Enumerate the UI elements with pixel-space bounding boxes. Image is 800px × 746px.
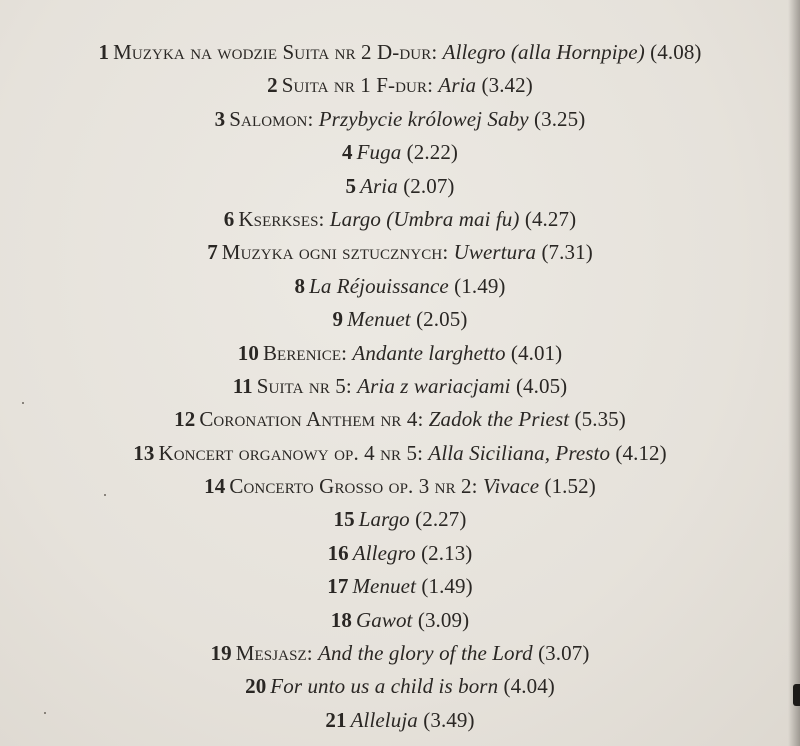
track-number: 2 <box>267 73 278 98</box>
track-title: Gawot <box>355 607 413 632</box>
track-title: And the glory of the Lord <box>318 641 533 666</box>
track-duration: (3.42) <box>481 73 533 98</box>
track-duration: (5.35) <box>574 407 626 432</box>
track-item <box>0 103 800 136</box>
track-title: Aria <box>438 73 477 98</box>
track-number: 3 <box>214 106 226 131</box>
track-duration: (4.01) <box>510 340 563 365</box>
track-item <box>0 69 800 102</box>
track-item <box>0 570 800 603</box>
track-duration: (3.25) <box>534 106 586 131</box>
track-number: 18 <box>330 607 352 632</box>
track-item <box>0 337 800 370</box>
track-work: Muzyka na wodzie Suita nr 2 D-dur: <box>113 40 438 64</box>
track-duration: (1.52) <box>544 474 596 499</box>
track-title: Alla Siciliana, Presto <box>428 440 611 465</box>
track-duration: (2.27) <box>415 507 467 532</box>
track-number: 5 <box>345 173 357 198</box>
track-title: Vivace <box>482 474 540 499</box>
track-work: Koncert organowy op. 4 nr 5: <box>158 440 424 465</box>
track-item <box>0 537 800 570</box>
track-work: Mesjasz: <box>235 641 313 666</box>
track-number: 13 <box>133 440 155 465</box>
track-duration: (4.08) <box>650 40 702 64</box>
track-number: 7 <box>207 240 218 265</box>
track-title: Aria z wariacjami <box>357 373 511 398</box>
track-number: 14 <box>204 474 226 499</box>
track-item <box>0 370 800 403</box>
track-work: Suita nr 1 F-dur: <box>281 73 434 98</box>
track-number: 6 <box>223 206 235 231</box>
track-number: 8 <box>294 273 306 298</box>
track-duration: (3.49) <box>423 707 475 732</box>
track-title: Zadok the Priest <box>428 407 570 432</box>
track-item <box>0 170 800 203</box>
track-duration: (4.27) <box>524 206 577 231</box>
track-duration: (2.07) <box>403 173 455 198</box>
track-number: 4 <box>341 140 353 165</box>
track-title: Uwertura <box>453 240 537 265</box>
track-duration: (1.49) <box>421 574 473 599</box>
track-title: Largo <box>358 507 410 532</box>
track-duration: (2.05) <box>416 307 468 332</box>
track-item <box>0 303 800 336</box>
track-number: 21 <box>325 707 347 732</box>
track-item <box>0 670 800 703</box>
track-list <box>0 36 800 737</box>
track-duration: (1.49) <box>454 273 506 298</box>
track-title: Aria <box>360 173 398 198</box>
track-number: 16 <box>327 540 349 565</box>
track-item <box>0 503 800 536</box>
track-title: Andante larghetto <box>352 340 506 365</box>
track-number: 17 <box>327 574 349 599</box>
track-duration: (3.07) <box>538 641 590 666</box>
track-work: Berenice: <box>262 340 348 365</box>
track-item <box>0 637 800 670</box>
track-item <box>0 270 800 303</box>
track-number: 11 <box>232 373 253 398</box>
track-item <box>0 604 800 637</box>
track-duration: (2.22) <box>406 140 459 165</box>
track-number: 19 <box>210 641 232 666</box>
track-duration: (2.13) <box>421 540 473 565</box>
track-item <box>0 470 800 503</box>
track-title: Alleluja <box>350 707 418 732</box>
track-work: Kserkses: <box>238 206 325 231</box>
track-number: 12 <box>174 407 196 432</box>
track-title: Przybycie królowej Saby <box>318 106 529 131</box>
track-duration: (4.05) <box>515 373 568 398</box>
track-title: La Réjouissance <box>309 273 449 298</box>
track-item <box>0 136 800 169</box>
track-item <box>0 36 800 69</box>
track-item <box>0 203 800 236</box>
track-duration: (3.09) <box>417 607 470 632</box>
track-title: Fuga <box>356 140 402 165</box>
track-title: For unto us a child is born <box>270 674 499 699</box>
track-title: Allegro <box>352 540 416 565</box>
track-item <box>0 236 800 269</box>
track-duration: (4.12) <box>615 440 667 465</box>
track-item <box>0 704 800 737</box>
track-item <box>0 403 800 436</box>
track-work: Muzyka ogni sztucznych: <box>221 240 449 265</box>
track-work: Salomon: <box>229 106 314 131</box>
track-number: 9 <box>332 307 344 332</box>
track-number: 15 <box>333 507 355 532</box>
track-duration: (4.04) <box>503 674 555 699</box>
track-work: Coronation Anthem nr 4: <box>199 407 424 432</box>
track-work: Suita nr 5: <box>256 373 352 398</box>
track-duration: (7.31) <box>541 240 593 265</box>
track-title: Menuet <box>347 307 411 332</box>
track-work: Concerto Grosso op. 3 nr 2: <box>229 474 478 499</box>
track-title: Largo (Umbra mai fu) <box>329 206 520 231</box>
track-title: Menuet <box>352 574 417 599</box>
track-number: 10 <box>237 340 259 365</box>
track-title: Allegro (alla Hornpipe) <box>442 40 645 64</box>
track-item <box>0 437 800 470</box>
track-number: 20 <box>245 674 267 699</box>
track-number: 1 <box>98 40 110 64</box>
